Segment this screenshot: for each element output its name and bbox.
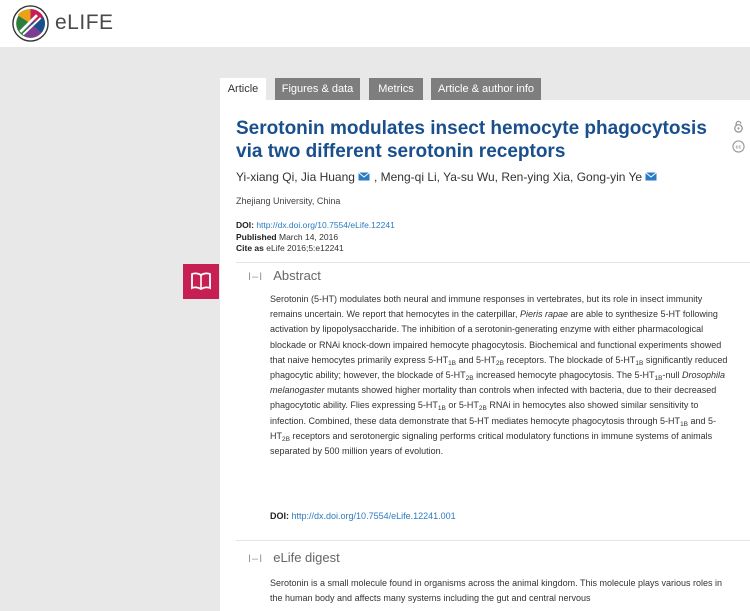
brand-name[interactable]: eLIFE xyxy=(55,11,114,34)
published-date: March 14, 2016 xyxy=(279,231,339,242)
book-icon xyxy=(191,272,211,291)
doi-link[interactable]: http://dx.doi.org/10.7554/eLife.12241 xyxy=(256,220,395,230)
affiliation: Zhejiang University, China xyxy=(236,196,341,206)
digest-text: Serotonin is a small molecule found in organisms across the animal kingdom. This molecule plays various roles in the human body and affects many systems including the gut and central nervous xyxy=(270,578,723,604)
abstract-heading: Abstract xyxy=(273,268,321,283)
authors-group-1[interactable]: Yi-xiang Qi, Jia Huang xyxy=(236,170,355,184)
email-icon[interactable] xyxy=(358,172,370,181)
open-access-icon[interactable] xyxy=(732,120,745,133)
jump-to-menu-button[interactable] xyxy=(183,264,219,299)
tab-figures-data[interactable]: Figures & data xyxy=(275,78,360,100)
collapse-toggle-icon[interactable]: I–I xyxy=(248,553,264,565)
tab-article[interactable]: Article xyxy=(220,78,266,102)
section-divider xyxy=(236,262,750,263)
license-icons xyxy=(732,120,746,160)
abstract-doi-label: DOI: xyxy=(270,511,289,521)
article-meta xyxy=(236,220,395,255)
citation: eLife 2016;5:e12241 xyxy=(266,243,344,253)
elife-logo-icon[interactable] xyxy=(12,5,49,42)
digest-heading: eLife digest xyxy=(273,550,340,565)
authors-group-2[interactable]: Meng-qi Li, Ya-su Wu, Ren-ying Xia, Gong-yin Ye xyxy=(380,170,643,184)
site-header xyxy=(0,0,750,47)
creative-commons-icon[interactable] xyxy=(732,140,745,153)
author-list: Yi-xiang Qi, Jia Huang , Meng-qi Li, Ya-su Wu, Ren-ying Xia, Gong-yin Ye xyxy=(236,170,661,184)
published-label: Published xyxy=(236,231,277,242)
abstract-doi xyxy=(270,511,456,521)
section-divider xyxy=(236,540,750,541)
digest-header[interactable] xyxy=(248,550,340,565)
abstract-header[interactable] xyxy=(248,268,321,283)
abstract-doi-link[interactable]: http://dx.doi.org/10.7554/eLife.12241.001 xyxy=(291,511,456,521)
article-title: Serotonin modulates insect hemocyte phagocytosis via two different serotonin receptors xyxy=(236,118,707,162)
abstract-text: Serotonin (5-HT) modulates both neural and immune responses in vertebrates, but its role in insect immunity remains uncertain. We report that hemocytes in the caterpillar, Pieris rapae are able to synthesize 5-HT following activation by lipopolysaccharide. The inhibition of a serotonin-generating enzyme with either pharmacological blockade or RNAi knock-down impaired hemocyte phagocytosis. Biochemical and functional experiments showed that naive hemocytes primarily express $5-HT_{1B}$ and $5-HT_{2B}$ receptors. The blockade of $5-HT_{1B}$ significantly reduced phagocytic ability; however, the blockade of $5-HT_{2B}$ increased hemocyte phagocytosis. The $5-HT_{1B}$-null Drosophila melanogaster mutants showed higher mortality than controls when infected with bacteria, due to their decreased phagocytotic ability. Flies expressing $5-HT_{1B}$ or $5-HT_{2B}$ RNAi in hemocytes also showed similar sensitivity to infection. Combined, these data demonstrate that 5-HT mediates hemocyte phagocytosis through $5-HT_{1B}$ and $5-HT_{2B}$ receptors and serotonergic signaling performs critical modulatory functions in immune systems of animals separated by 500 million years of evolution. xyxy=(270,294,728,457)
cite-label: Cite as xyxy=(236,243,264,253)
collapse-toggle-icon[interactable]: I–I xyxy=(248,271,264,283)
tab-article-author-info[interactable]: Article & author info xyxy=(431,78,541,100)
email-icon[interactable] xyxy=(645,172,657,181)
article-panel xyxy=(220,100,750,611)
svg-text:cc: cc xyxy=(735,144,742,151)
tab-metrics[interactable]: Metrics xyxy=(369,78,423,100)
doi-label: DOI: xyxy=(236,220,254,230)
